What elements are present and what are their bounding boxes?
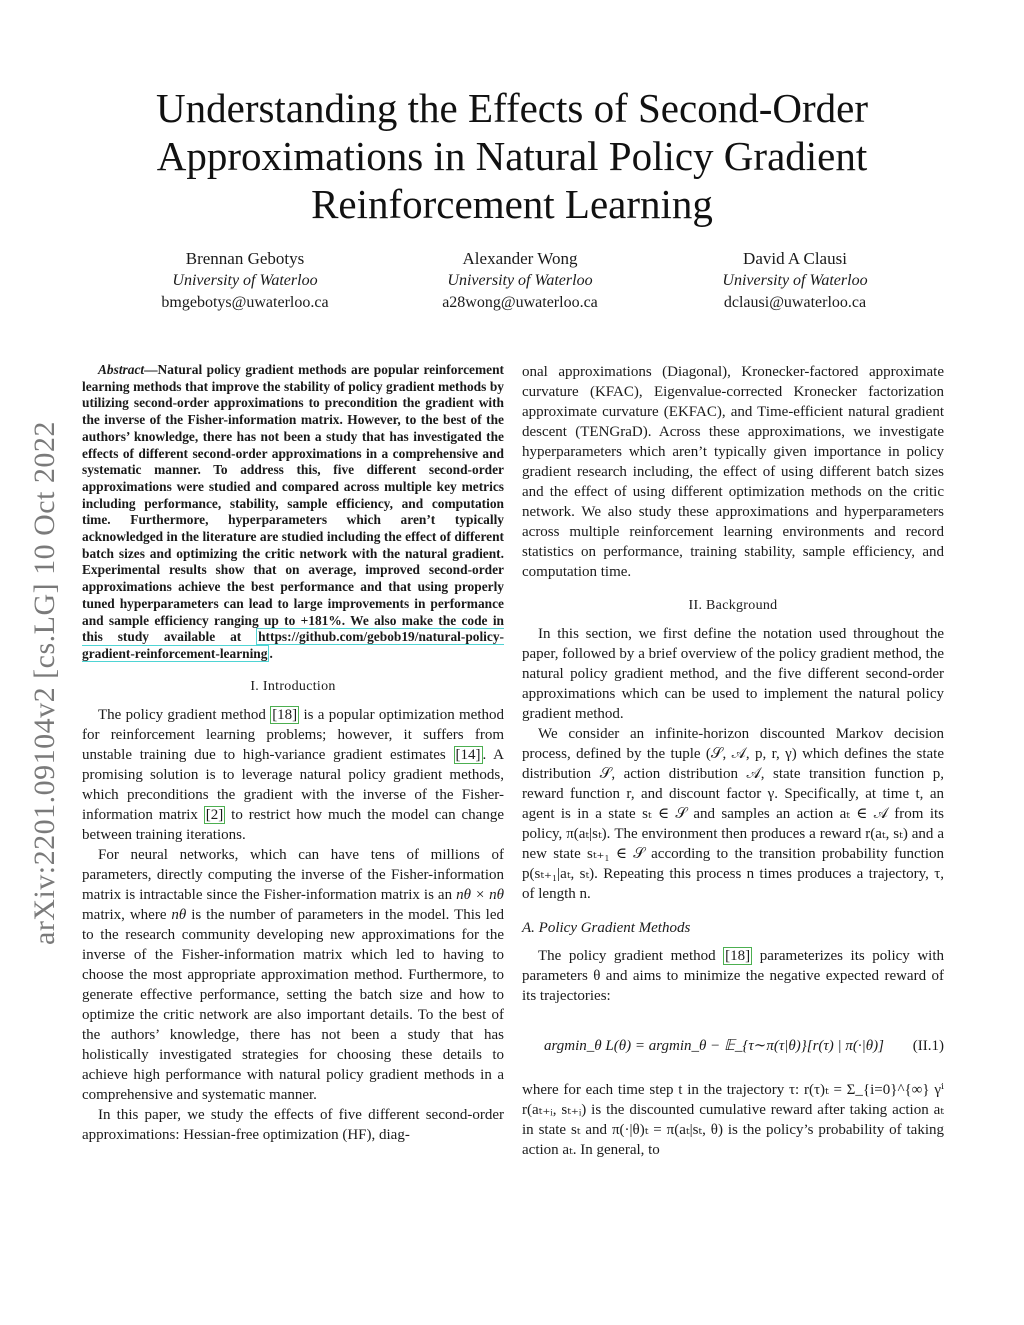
policy-gradient-paragraph-1: [522, 946, 944, 1006]
abstract-end: .: [269, 645, 273, 661]
left-column: [82, 362, 504, 1145]
text-run: to restrict how much the model can change between training iterations.: [82, 806, 504, 843]
math-inline: nθ × nθ: [456, 886, 505, 903]
arxiv-identifier: arXiv:2201.09104v2 [cs.LG] 10 Oct 2022: [28, 421, 61, 945]
background-paragraph-1: In this section, we first define the notation used throughout the paper, followed by a brief overview of the policy gradient method, the natural policy gradient method, and the five different second-order approximations which can be used to implement the natural policy gradient method.: [522, 626, 944, 722]
equation-body: argmin_θ L(θ) = argmin_θ − 𝔼_{τ∼π(τ|θ)}[r(τ) | π(·|θ)]: [544, 1038, 884, 1054]
citation-14[interactable]: [14]: [455, 746, 481, 763]
right-column: [522, 362, 944, 1160]
author-affiliation: University of Waterloo: [447, 272, 593, 289]
text-run: The policy gradient method: [98, 706, 271, 723]
citation-2[interactable]: [2]: [205, 806, 224, 823]
author-block: [120, 248, 920, 314]
approximations-paragraph: onal approximations (Diagonal), Kronecker-factored approximate curvature (KFAC), Eigenvalue-corrected Kronecker factorization approximate curvature (EKFAC), and Time-efficient natural gradient descent (TENGraD). Across these approximations, we investigate hyperparameters which aren’t typically given importance in policy gradient research including, the effect of using different batch sizes and the effect of using different optimization methods on the critic network. We also study these approximations and hyperparameters across multiple reinforcement learning environments and record statistics on performance, training stability, sample efficiency, and computation time.: [522, 364, 944, 580]
policy-gradient-paragraph-2: where for each time step t in the trajectory τ: r(τ)ₜ = Σ_{i=0}^{∞} γⁱ r(aₜ₊ᵢ, sₜ₊ᵢ) is the discounted cumulative reward after taking action aₜ in state sₜ and π(·|θ)ₜ = π(aₜ|sₜ, θ) is the policy’s probability of taking action aₜ. In general, to: [522, 1082, 944, 1158]
text-run: is the number of parameters in the model. This led to the research community developing new approximations for the inverse of the Fisher-information matrix which led to having to choose the most appropriate approximation method. Furthermore, to generate effective performance, setting the batch size and how to optimize the critic network are also important details. To the best of the authors’ knowledge, there has not been a study that has holistically investigated strategies for choosing these details to achieve high performance with natural policy gradient methods in a comprehensive and systematic manner.: [82, 906, 504, 1103]
intro-paragraph-1: [82, 705, 504, 845]
author-affiliation: University of Waterloo: [722, 272, 868, 289]
text-run: is a popular optimization method for reinforcement learning problems; however, it suffers from unstable training due to high-variance gradient estimates: [82, 706, 505, 763]
math-inline: nθ: [171, 906, 187, 923]
author-affiliation: University of Waterloo: [172, 272, 318, 289]
text-run: parameterizes its policy with parameters θ and aims to minimize the negative expected reward of its trajectories:: [522, 948, 944, 1004]
author-email[interactable]: a28wong@uwaterloo.ca: [442, 294, 598, 311]
author-name: Alexander Wong: [462, 249, 578, 268]
background-paragraph-2: We consider an infinite-horizon discounted Markov decision process, defined by the tuple (𝒮, 𝒜, p, r, γ) which defines the state distribution 𝒮, action distribution 𝒜, state transition function p, reward function r, and discount factor γ. Specifically, at time t, an agent is in a state sₜ ∈ 𝒮 and samples an action aₜ ∈ 𝒜 from its policy, π(aₜ|sₜ). The environment then produces a reward r(aₜ, sₜ) and a new state sₜ₊₁ ∈ 𝒮 according to the transition probability function p(sₜ₊₁|aₜ, sₜ). Repeating this process n times produces a trajectory, τ, of length n.: [522, 726, 944, 902]
author-email[interactable]: dclausi@uwaterloo.ca: [723, 294, 867, 311]
author-email[interactable]: bmgebotys@uwaterloo.ca: [161, 294, 329, 311]
paper-title: Understanding the Effects of Second-Order Approximations in Natural Policy Gradient Reinforcement Learning: [156, 85, 868, 227]
abstract: [82, 362, 504, 663]
citation-18[interactable]: [18]: [725, 948, 751, 964]
citation-18[interactable]: [18]: [272, 706, 298, 723]
author-3: [670, 248, 920, 314]
author-1: [120, 248, 370, 314]
code-link[interactable]: https://github.com/gebob19/natural-policy-gradient-reinforcement-learning: [82, 629, 504, 661]
section-heading-introduction: I. Introduction: [250, 678, 336, 694]
abstract-body: —Natural policy gradient methods are popular reinforcement learning methods that improve the stability of policy gradient methods by utilizing second-order approximations to precondition the gradient with the inverse of the Fisher-information matrix. However, to the best of the authors’ knowledge, there has not been a study that has investigated the effects of different second-order approximations in a comprehensive and systematic manner. To address this, five different second-order approximations were studied and compared across multiple key metrics including performance, stability, sample efficiency, and computation time. Furthermore, hyperparameters which aren’t typically acknowledged in the literature are studied including the effect of different batch sizes and optimizing the critic network with the natural gradient. Experimental results show that on average, improved second-order approximations achieve the best performance and that using properly tuned hyperparameters can lead to large improvements in performance and sample efficiency ranging up to +181%. We also make the code in this study available at: [82, 362, 504, 645]
section-heading-background: II. Background: [688, 598, 778, 613]
text-run: . A promising solution is to leverage natural policy gradient methods, which preconditions the gradient with the inverse of the Fisher-information matrix: [82, 746, 505, 823]
equation-number: (II.1): [912, 1038, 944, 1054]
intro-paragraph-3: In this paper, we study the effects of five different second-order approximations: Hessian-free optimization (HF), diag-: [82, 1106, 504, 1143]
equation-II-1: [522, 1036, 944, 1056]
text-run: The policy gradient method: [538, 948, 724, 964]
author-2: [395, 248, 645, 314]
intro-paragraph-2: [82, 845, 504, 1105]
subsection-heading-policy-gradient: A. Policy Gradient Methods: [522, 920, 691, 936]
author-name: Brennan Gebotys: [185, 249, 305, 268]
text-run: matrix, where: [82, 906, 172, 923]
abstract-lead: Abstract: [98, 362, 145, 377]
author-name: David A Clausi: [743, 249, 847, 268]
text-run: For neural networks, which can have tens of millions of parameters, directly computing the inverse of the Fisher-information matrix is intractable since the Fisher-information matrix is an: [82, 846, 504, 903]
